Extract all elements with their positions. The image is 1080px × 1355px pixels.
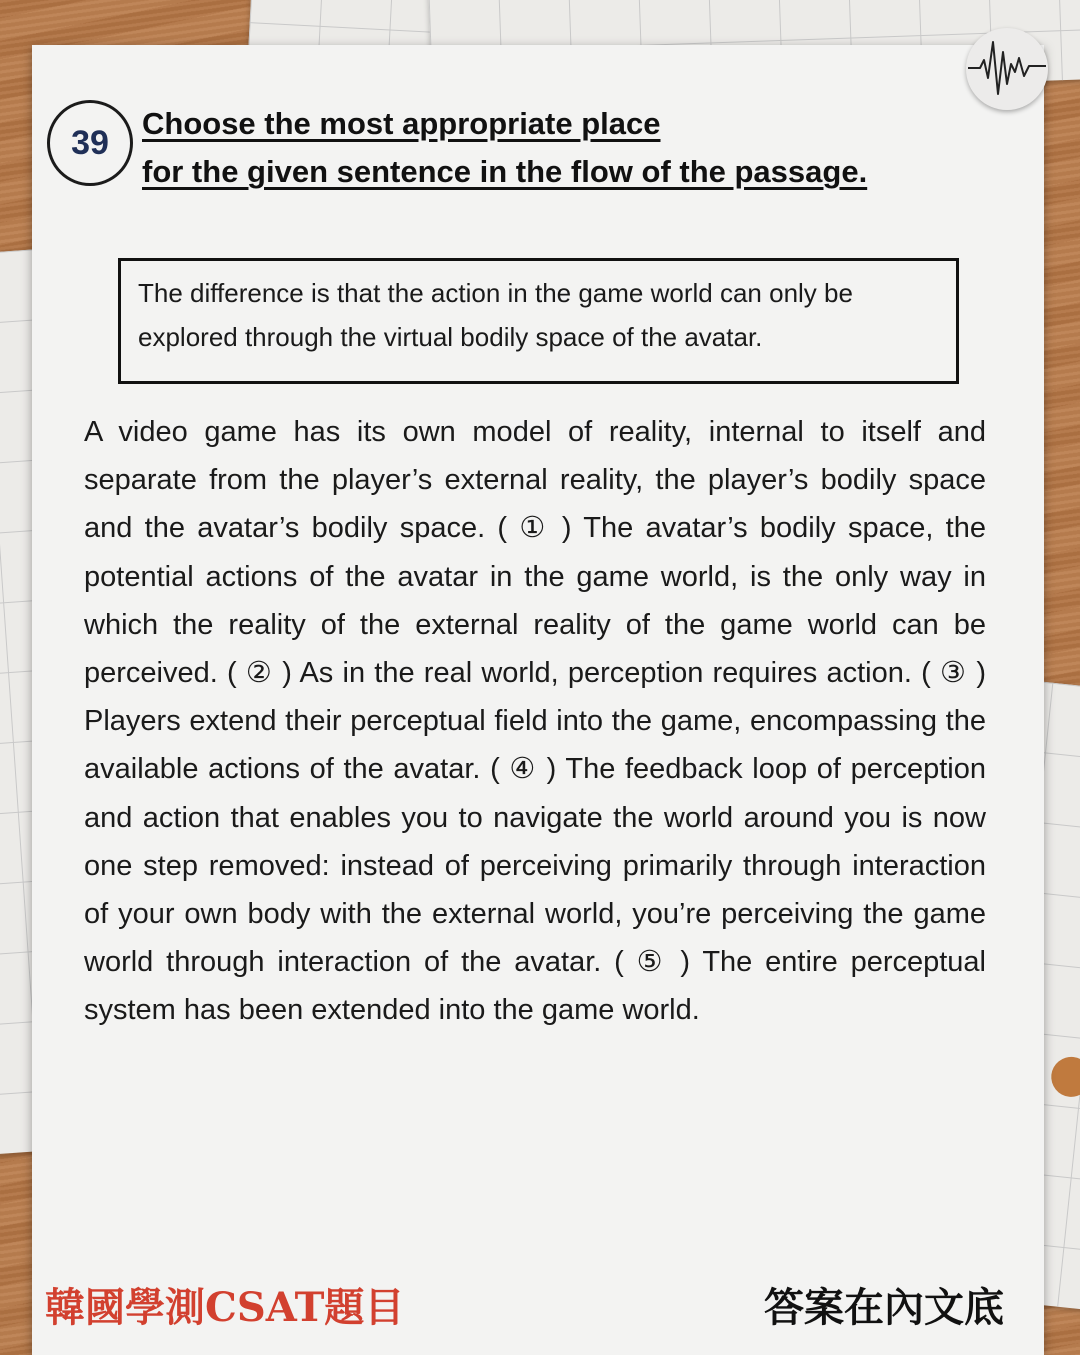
footer-answer-note: 答案在內文底 [764,1284,1004,1331]
question-title [142,100,1002,196]
question-number: 39 [71,123,109,162]
footer-source-label: 韓國學測CSAT題目 [45,1284,405,1331]
given-sentence-box [118,258,959,384]
question-title-line-2: for the given sentence in the flow of the passage. [142,154,868,189]
question-title-line-1: Choose the most appropriate place [142,106,661,141]
passage-text: A video game has its own model of reality, internal to itself and separate from the player’s external reality, the player’s bodily space and the avatar’s bodily space. ( ① ) The avatar’s bodily space, the potential actions of the avatar in the game world, is the only way in which the reality of the external reality of the game world can be perceived. ( ② ) As in the real world, perception requires action. ( ③ ) Players extend their perceptual field into the game, encompassing the available actions of the avatar. ( ④ ) The feedback loop of perception and action that enables you to navigate the world around you is now one step removed: instead of perceiving primarily through interaction of your own body with the external world, you’re perceiving the game world through interaction of the avatar. ( ⑤ ) The entire perceptual system has been extended into the game world. [84,416,986,1027]
question-number-badge [47,100,133,186]
given-sentence: The difference is that the action in the game world can only be explored through the virtual bodily space of the avatar. [138,278,853,352]
waveform-icon [966,28,1048,110]
